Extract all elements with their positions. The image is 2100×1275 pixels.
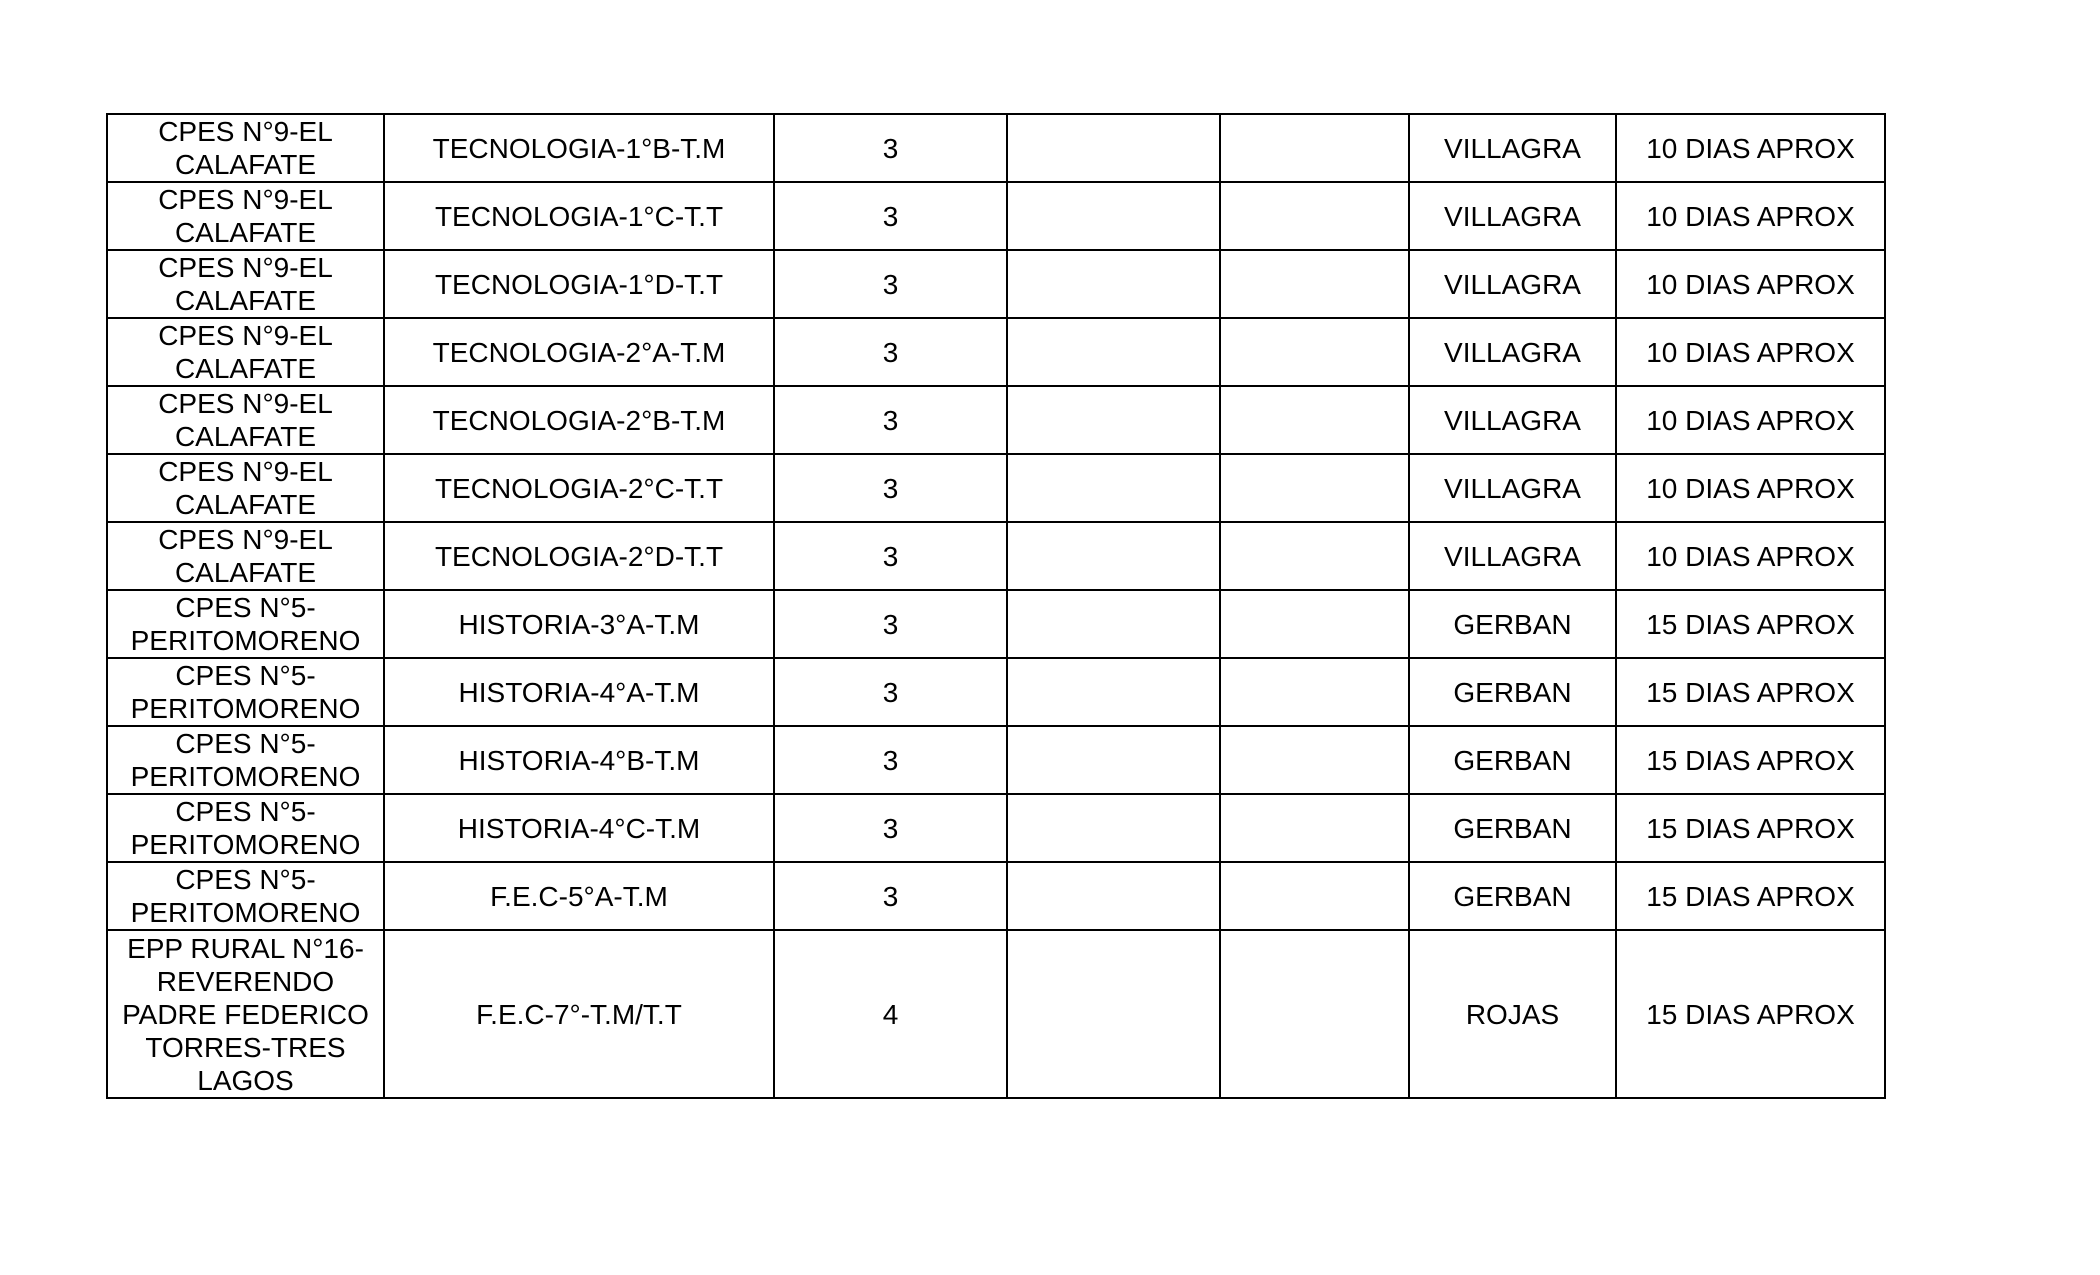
empty-cell <box>1220 726 1409 794</box>
subject-cell <box>384 658 774 726</box>
table-row <box>107 250 1885 318</box>
time-cell <box>1616 182 1885 250</box>
time-cell <box>1616 454 1885 522</box>
name-cell-text: GERBAN <box>1453 608 1572 640</box>
empty-cell <box>1220 250 1409 318</box>
time-cell <box>1616 318 1885 386</box>
number-cell-text: 3 <box>882 540 899 572</box>
name-cell-text: VILLAGRA <box>1444 336 1581 368</box>
subject-cell-text: HISTORIA-3°A-T.M <box>458 608 700 640</box>
name-cell-text: VILLAGRA <box>1444 268 1581 300</box>
empty-cell <box>1220 658 1409 726</box>
empty-cell <box>1007 590 1220 658</box>
name-cell <box>1409 930 1616 1098</box>
name-cell-text: GERBAN <box>1453 676 1572 708</box>
table-row <box>107 658 1885 726</box>
school-cell-text: CPES N°9-EL CALAFATE <box>158 524 333 588</box>
name-cell <box>1409 726 1616 794</box>
empty-cell <box>1220 386 1409 454</box>
table-row <box>107 522 1885 590</box>
name-cell-text: VILLAGRA <box>1444 132 1581 164</box>
empty-cell <box>1220 318 1409 386</box>
school-cell-text: CPES N°5- PERITOMORENO <box>130 660 361 724</box>
number-cell <box>774 522 1007 590</box>
subject-cell <box>384 930 774 1098</box>
time-cell <box>1616 794 1885 862</box>
empty-cell <box>1007 794 1220 862</box>
name-cell <box>1409 318 1616 386</box>
name-cell <box>1409 386 1616 454</box>
school-cell-text: CPES N°9-EL CALAFATE <box>158 184 333 248</box>
empty-cell <box>1007 318 1220 386</box>
empty-cell <box>1007 862 1220 930</box>
subject-cell <box>384 250 774 318</box>
number-cell <box>774 862 1007 930</box>
subject-cell <box>384 318 774 386</box>
name-cell-text: GERBAN <box>1453 880 1572 912</box>
empty-cell <box>1220 114 1409 182</box>
school-cell-text: CPES N°9-EL CALAFATE <box>158 388 333 452</box>
empty-cell <box>1220 794 1409 862</box>
name-cell-text: VILLAGRA <box>1444 540 1581 572</box>
school-cell <box>107 318 384 386</box>
school-cell <box>107 522 384 590</box>
number-cell <box>774 590 1007 658</box>
subject-cell-text: TECNOLOGIA-2°C-T.T <box>434 472 724 504</box>
number-cell <box>774 182 1007 250</box>
empty-cell <box>1220 182 1409 250</box>
subject-cell <box>384 454 774 522</box>
table-row <box>107 930 1885 1098</box>
name-cell <box>1409 454 1616 522</box>
subject-cell <box>384 590 774 658</box>
name-cell <box>1409 862 1616 930</box>
name-cell <box>1409 182 1616 250</box>
number-cell-text: 3 <box>882 608 899 640</box>
subject-cell <box>384 726 774 794</box>
number-cell <box>774 658 1007 726</box>
subject-cell-text: TECNOLOGIA-1°C-T.T <box>434 200 724 232</box>
table-row <box>107 454 1885 522</box>
subject-cell <box>384 182 774 250</box>
number-cell-text: 4 <box>882 998 899 1030</box>
number-cell-text: 3 <box>882 200 899 232</box>
time-cell-text: 15 DIAS APROX <box>1646 744 1855 776</box>
name-cell-text: VILLAGRA <box>1444 472 1581 504</box>
school-cell <box>107 862 384 930</box>
name-cell <box>1409 114 1616 182</box>
school-cell <box>107 590 384 658</box>
school-cell <box>107 930 384 1098</box>
subject-cell <box>384 794 774 862</box>
subject-cell-text: F.E.C-5°A-T.M <box>490 880 668 912</box>
time-cell-text: 15 DIAS APROX <box>1646 676 1855 708</box>
empty-cell <box>1220 522 1409 590</box>
time-cell <box>1616 114 1885 182</box>
school-cell-text: CPES N°5- PERITOMORENO <box>130 864 361 928</box>
empty-cell <box>1007 930 1220 1098</box>
number-cell <box>774 794 1007 862</box>
school-cell-text: CPES N°9-EL CALAFATE <box>158 456 333 520</box>
table-row <box>107 182 1885 250</box>
number-cell-text: 3 <box>882 880 899 912</box>
number-cell <box>774 250 1007 318</box>
empty-cell <box>1220 590 1409 658</box>
empty-cell <box>1007 250 1220 318</box>
time-cell-text: 10 DIAS APROX <box>1646 132 1855 164</box>
subject-cell <box>384 862 774 930</box>
time-cell <box>1616 250 1885 318</box>
table-row <box>107 386 1885 454</box>
empty-cell <box>1007 658 1220 726</box>
number-cell-text: 3 <box>882 472 899 504</box>
time-cell <box>1616 386 1885 454</box>
empty-cell <box>1220 930 1409 1098</box>
empty-cell <box>1220 862 1409 930</box>
time-cell-text: 10 DIAS APROX <box>1646 472 1855 504</box>
number-cell-text: 3 <box>882 404 899 436</box>
empty-cell <box>1007 522 1220 590</box>
subject-cell <box>384 522 774 590</box>
subject-cell-text: TECNOLOGIA-1°D-T.T <box>434 268 724 300</box>
time-cell <box>1616 862 1885 930</box>
empty-cell <box>1220 454 1409 522</box>
number-cell <box>774 386 1007 454</box>
time-cell-text: 10 DIAS APROX <box>1646 268 1855 300</box>
school-cell-text: CPES N°5- PERITOMORENO <box>130 728 361 792</box>
school-cell <box>107 114 384 182</box>
subject-cell-text: TECNOLOGIA-1°B-T.M <box>432 132 726 164</box>
time-cell <box>1616 726 1885 794</box>
school-cell <box>107 454 384 522</box>
number-cell <box>774 930 1007 1098</box>
school-cell <box>107 794 384 862</box>
name-cell-text: VILLAGRA <box>1444 200 1581 232</box>
name-cell <box>1409 794 1616 862</box>
table-row <box>107 114 1885 182</box>
table-row <box>107 318 1885 386</box>
name-cell-text: VILLAGRA <box>1444 404 1581 436</box>
subject-cell-text: HISTORIA-4°C-T.M <box>457 812 701 844</box>
time-cell-text: 15 DIAS APROX <box>1646 880 1855 912</box>
empty-cell <box>1007 114 1220 182</box>
school-cell-text: EPP RURAL N°16- REVERENDO PADRE FEDERICO TORRES-TRES LAGOS <box>122 932 369 1096</box>
number-cell-text: 3 <box>882 744 899 776</box>
number-cell-text: 3 <box>882 268 899 300</box>
time-cell-text: 10 DIAS APROX <box>1646 540 1855 572</box>
subject-cell-text: F.E.C-7°-T.M/T.T <box>476 998 682 1030</box>
subject-cell <box>384 386 774 454</box>
school-cell <box>107 250 384 318</box>
time-cell-text: 10 DIAS APROX <box>1646 404 1855 436</box>
school-cell <box>107 182 384 250</box>
name-cell <box>1409 250 1616 318</box>
number-cell <box>774 318 1007 386</box>
time-cell <box>1616 930 1885 1098</box>
time-cell-text: 15 DIAS APROX <box>1646 998 1855 1030</box>
assignments-table <box>106 113 1886 1099</box>
school-cell <box>107 386 384 454</box>
time-cell <box>1616 522 1885 590</box>
subject-cell-text: TECNOLOGIA-2°D-T.T <box>434 540 724 572</box>
subject-cell-text: HISTORIA-4°A-T.M <box>458 676 700 708</box>
empty-cell <box>1007 182 1220 250</box>
school-cell-text: CPES N°9-EL CALAFATE <box>158 116 333 180</box>
subject-cell-text: TECNOLOGIA-2°A-T.M <box>432 336 726 368</box>
empty-cell <box>1007 454 1220 522</box>
school-cell-text: CPES N°9-EL CALAFATE <box>158 252 333 316</box>
empty-cell <box>1007 726 1220 794</box>
school-cell-text: CPES N°5- PERITOMORENO <box>130 592 361 656</box>
subject-cell-text: TECNOLOGIA-2°B-T.M <box>432 404 726 436</box>
time-cell-text: 10 DIAS APROX <box>1646 200 1855 232</box>
table-body <box>107 114 1885 1098</box>
subject-cell <box>384 114 774 182</box>
time-cell <box>1616 658 1885 726</box>
number-cell <box>774 454 1007 522</box>
school-cell-text: CPES N°9-EL CALAFATE <box>158 320 333 384</box>
school-cell <box>107 658 384 726</box>
name-cell-text: GERBAN <box>1453 812 1572 844</box>
number-cell-text: 3 <box>882 132 899 164</box>
school-cell-text: CPES N°5- PERITOMORENO <box>130 796 361 860</box>
name-cell <box>1409 522 1616 590</box>
school-cell <box>107 726 384 794</box>
table-row <box>107 590 1885 658</box>
subject-cell-text: HISTORIA-4°B-T.M <box>458 744 700 776</box>
number-cell <box>774 114 1007 182</box>
number-cell-text: 3 <box>882 676 899 708</box>
name-cell <box>1409 590 1616 658</box>
number-cell-text: 3 <box>882 336 899 368</box>
name-cell-text: ROJAS <box>1465 998 1560 1030</box>
table-row <box>107 862 1885 930</box>
time-cell <box>1616 590 1885 658</box>
time-cell-text: 10 DIAS APROX <box>1646 336 1855 368</box>
number-cell-text: 3 <box>882 812 899 844</box>
empty-cell <box>1007 386 1220 454</box>
table-row <box>107 794 1885 862</box>
name-cell <box>1409 658 1616 726</box>
time-cell-text: 15 DIAS APROX <box>1646 812 1855 844</box>
time-cell-text: 15 DIAS APROX <box>1646 608 1855 640</box>
table-row <box>107 726 1885 794</box>
number-cell <box>774 726 1007 794</box>
name-cell-text: GERBAN <box>1453 744 1572 776</box>
